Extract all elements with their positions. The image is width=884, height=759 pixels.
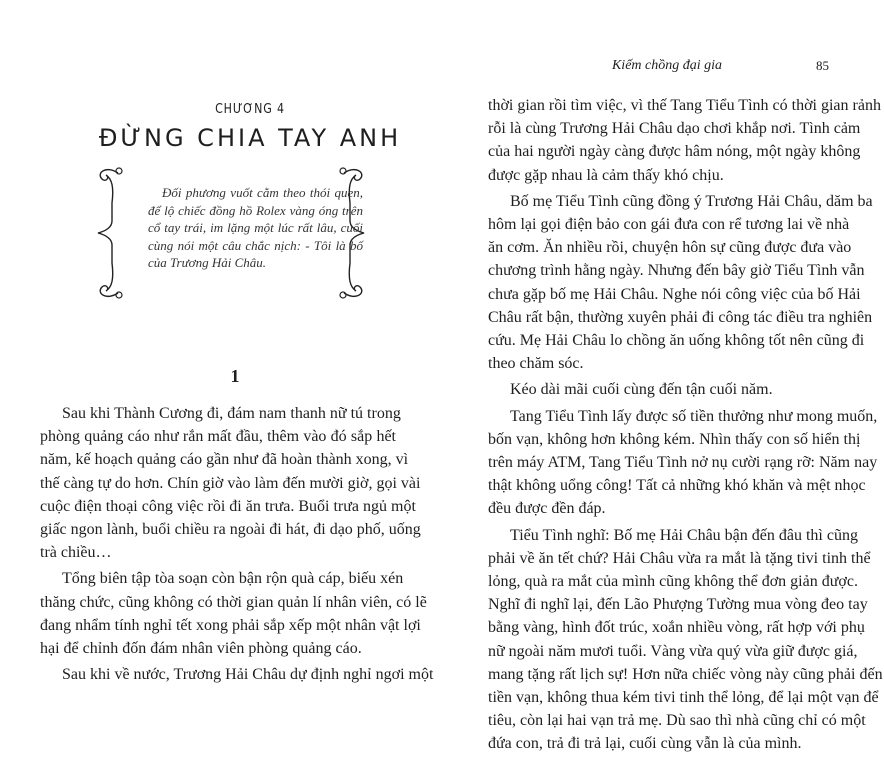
- text-line: của hai người ngày càng được hâm nóng, một ngày không: [488, 143, 861, 161]
- text-line: cuộc điện thoại công việc rồi đi ăn trưa. Buổi trưa ngủ một: [40, 497, 416, 515]
- text-line: phải về ăn tết chứ? Hải Châu vừa ra mắt là tặng tivi tinh thể: [488, 549, 871, 567]
- left-body-text: [40, 402, 434, 689]
- text-line: trà chiều…: [40, 544, 112, 562]
- text-line: năm, kế hoạch quảng cáo gần như đã hoàn thành xong, vì: [40, 451, 409, 469]
- text-line: Châu rất bận, thường xuyên phải đi công tác điều tra nghiên: [488, 308, 873, 326]
- paragraph: [40, 567, 427, 660]
- paragraph: [40, 402, 421, 564]
- text-line: lỏng, quà ra mắt của mình cũng không thể đơn giản được.: [488, 573, 858, 591]
- left-page: [0, 0, 442, 700]
- paragraph: [488, 94, 881, 187]
- epigraph-line: để lộ chiếc đồng hồ Rolex vàng óng trên: [148, 202, 363, 218]
- text-line: bốn vạn, không hơn không kém. Nhìn thấy con số hiển thị: [488, 430, 861, 448]
- text-line: ăn cơm. Ăn nhiều rồi, chuyện hôn sự cũng được đưa vào: [488, 239, 852, 257]
- epigraph-line: Đối phương vuốt cằm theo thói quen,: [162, 185, 363, 200]
- text-line: Tổng biên tập tòa soạn còn bận rộn quà cáp, biếu xén: [62, 570, 404, 588]
- text-line: bằng vàng, hình đốt trúc, xoắn nhiều vòng, rất hợp với phụ: [488, 619, 865, 637]
- chapter-label: CHƯƠNG 4: [215, 102, 285, 117]
- paragraph: [488, 378, 831, 401]
- text-line: tiền vạn, không thua kém tivi tinh thể lỏng, để lại một vạn để: [488, 689, 879, 707]
- running-head: Kiếm chồng đại gia: [611, 58, 723, 73]
- text-line: thật không uổng công! Tất cả những khó khăn và mệt nhọc: [488, 477, 866, 495]
- text-line: thế càng tự do hơn. Chín giờ vào làm đến mười giờ, gọi vài: [40, 474, 421, 492]
- paragraph: [40, 663, 434, 686]
- text-line: hại để chỉnh đốn đám nhân viên phòng quảng cáo.: [40, 640, 362, 658]
- epigraph: [148, 184, 363, 272]
- text-line: phòng quảng cáo như rắn mất đầu, thêm vào đó sắp hết: [40, 428, 396, 446]
- text-line: Sau khi về nước, Trương Hải Châu dự định nghỉ ngơi một: [62, 666, 434, 684]
- text-line: thời gian rồi tìm việc, vì thế Tang Tiểu Tình có thời gian rảnh: [488, 97, 881, 114]
- text-line: đều được đền đáp.: [488, 500, 606, 518]
- text-line: được gặp nhau là cảm thấy khó chịu.: [488, 166, 724, 184]
- text-line: trên máy ATM, Tang Tiểu Tình nở nụ cười rạng rỡ: Năm nay: [488, 454, 878, 472]
- epigraph-line: của Trương Hải Châu.: [148, 255, 267, 270]
- left-scroll-bracket-icon: [92, 163, 126, 303]
- text-line: chương trình hằng ngày. Nhưng đến bây giờ Tiểu Tình vẫn: [488, 262, 865, 280]
- epigraph-line: cùng nói một câu chắc nịch: - Tôi là bố: [148, 237, 363, 253]
- text-line: theo chăm sóc.: [488, 355, 584, 373]
- text-line: Kéo dài mãi cuối cùng đến tận cuối năm.: [510, 381, 773, 399]
- paragraph: [488, 524, 883, 756]
- text-line: đứa con, trả đi trả lại, cuối cùng vẫn là của mình.: [488, 735, 802, 753]
- text-line: cứu. Mẹ Hải Châu lo chồng ăn uống không tốt nên cũng đi: [488, 332, 865, 350]
- text-line: thăng chức, cũng không có thời gian quản lí nhân viên, có lẽ: [40, 593, 427, 611]
- chapter-title: ĐỪNG CHIA TAY ANH: [98, 124, 402, 152]
- text-line: tiêu, còn lại hai vạn trả mẹ. Dù sao thì nhà cũng chỉ có một: [488, 712, 866, 730]
- text-line: giấc ngon lành, buổi chiều ra ngoài đi hát, đi dạo phố, uống: [40, 521, 421, 539]
- text-line: nữ ngoài năm mươi tuổi. Vàng vừa quý vừa giữ được giá,: [488, 642, 858, 660]
- paragraph: [488, 405, 878, 521]
- right-page: [442, 0, 884, 753]
- text-line: chưa gặp bố mẹ Hải Châu. Nghe nói công việc của bố Hải: [488, 285, 861, 303]
- page-number: 85: [816, 58, 829, 73]
- epigraph-line: cổ tay trái, im lặng một lúc rất lâu, cuối: [148, 220, 363, 235]
- text-line: Nghĩ đi nghĩ lại, đến Lão Phượng Tường mua vòng đeo tay: [488, 596, 868, 614]
- paragraph: [488, 190, 873, 376]
- text-line: Tiểu Tình nghĩ: Bố mẹ Hải Châu bận đến đâu thì cũng: [510, 526, 858, 544]
- text-line: Tang Tiểu Tình lấy được số tiền thưởng như mong muốn,: [510, 407, 878, 425]
- right-body-text: [488, 94, 883, 759]
- text-line: Sau khi Thành Cương đi, đám nam thanh nữ tú trong: [62, 405, 401, 422]
- text-line: rỗi là cùng Trương Hải Châu dạo chơi khắp nơi. Tình cảm: [488, 120, 861, 138]
- text-line: mang tặng rất lịch sự! Hơn nữa chiếc vòng này cũng phải đến: [488, 665, 883, 683]
- text-line: đang nhẩm tính nghỉ tết xong phải sắp xếp một nhân vật lợi: [40, 616, 421, 634]
- text-line: hôm lại gọi điện bảo con gái đưa con rể tương lai về nhà: [488, 216, 850, 234]
- text-line: Bố mẹ Tiểu Tình cũng đồng ý Trương Hải Châu, dăm ba: [510, 192, 873, 210]
- section-number: 1: [230, 366, 240, 386]
